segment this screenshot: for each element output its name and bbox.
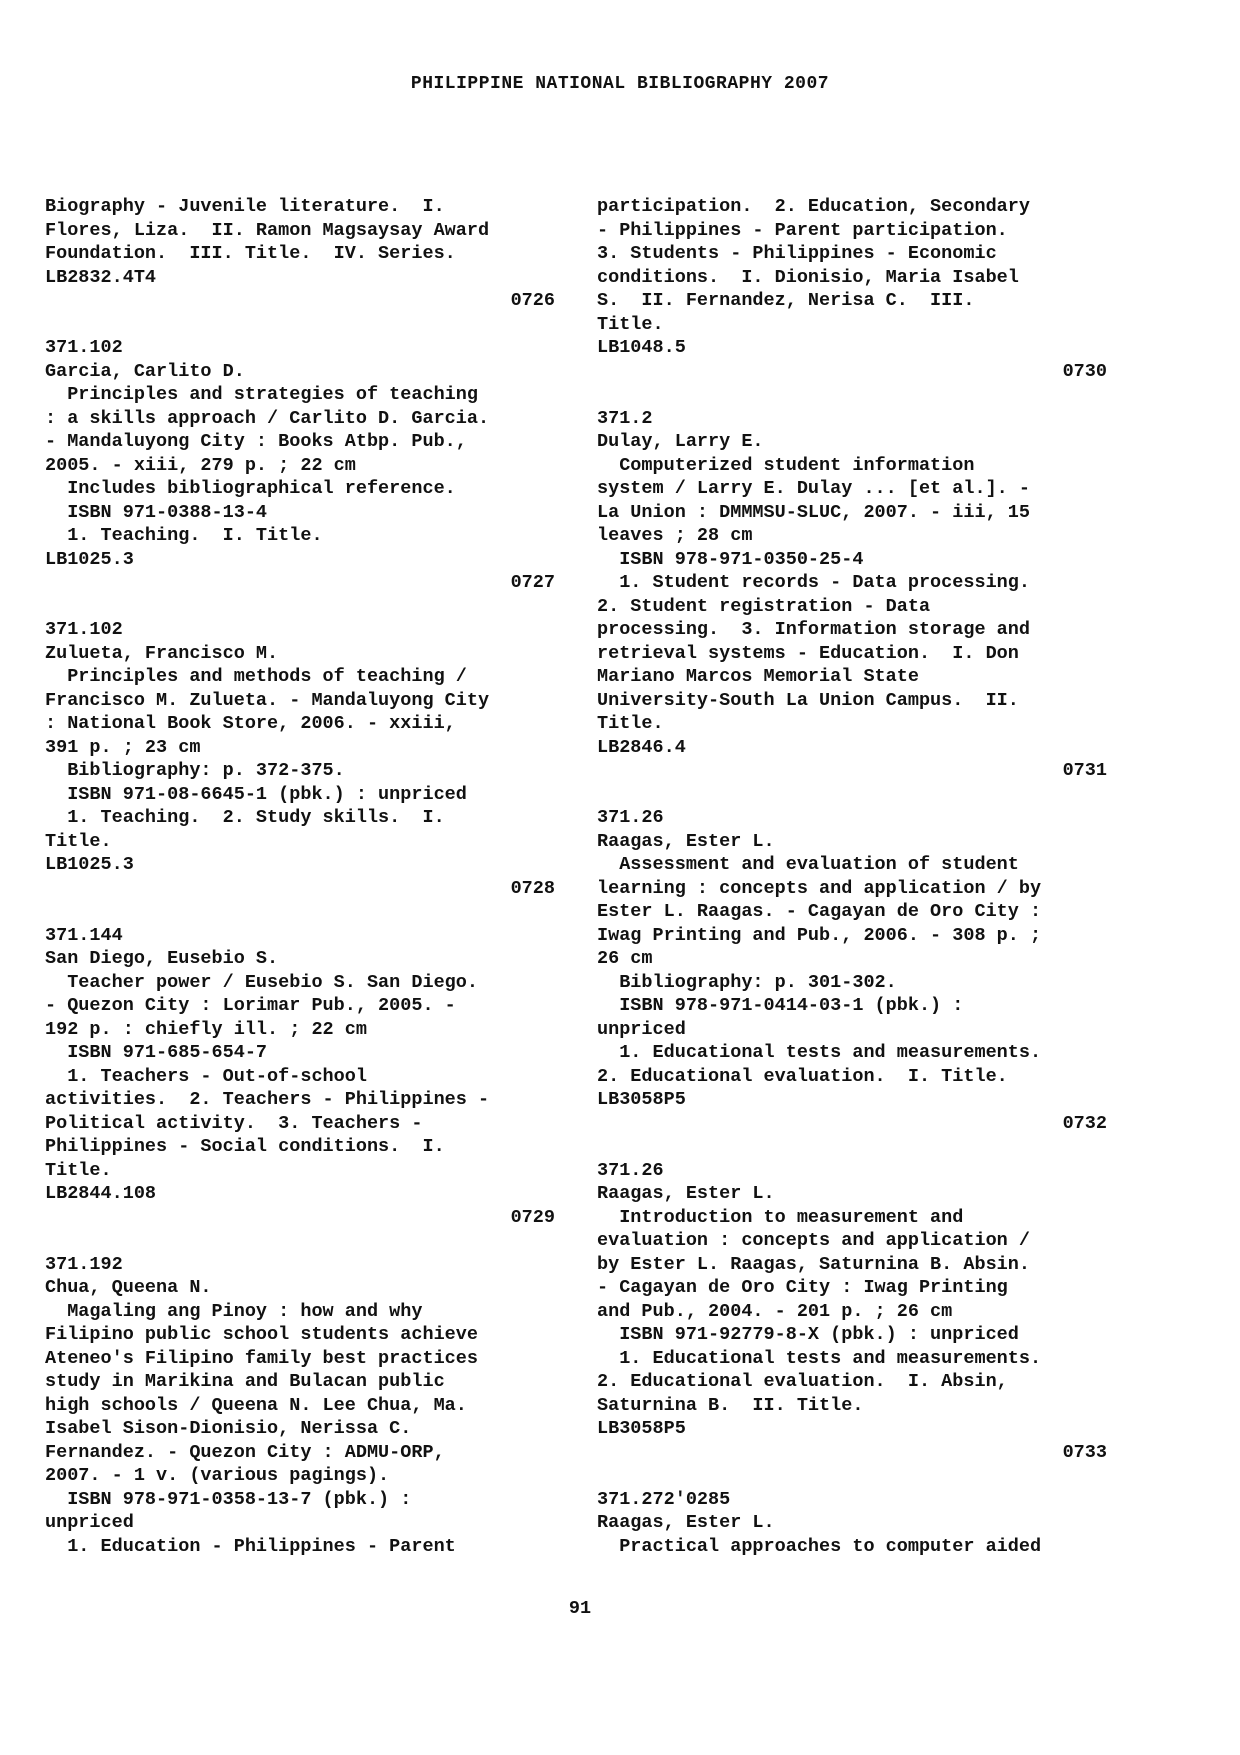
page-header: PHILIPPINE NATIONAL BIBLIOGRAPHY 2007 — [410, 74, 830, 94]
catalog-line: LB1025.3 — [45, 854, 134, 875]
catalog-line: 2005. - xiii, 279 p. ; 22 cm — [45, 454, 356, 476]
entry-number: 0726 — [510, 290, 555, 311]
blank-line — [597, 1135, 1107, 1159]
catalog-line: - Quezon City : Lorimar Pub., 2005. - — [45, 995, 456, 1016]
catalog-line: evaluation : concepts and application / — [597, 1230, 1030, 1251]
catalog-line: ISBN 971-92779-8-X (pbk.) : unpriced — [597, 1324, 1019, 1345]
catalog-line: 371.26 — [597, 807, 664, 828]
catalog-line: 371.192 — [45, 1253, 123, 1275]
catalog-line: Isabel Sison-Dionisio, Nerissa C. — [45, 1418, 412, 1439]
blank-line — [597, 1464, 1107, 1488]
catalog-line: participation. 2. Education, Secondary — [597, 196, 1030, 217]
catalog-line: Zulueta, Francisco M. — [45, 642, 279, 664]
catalog-line: 1. Educational tests and measurements. — [597, 1347, 1042, 1369]
catalog-line: retrieval systems - Education. I. Don — [597, 642, 1019, 664]
catalog-line: - Philippines - Parent participation. — [597, 219, 1008, 241]
catalog-line: Philippines - Social conditions. I. — [45, 1136, 445, 1157]
entry-number: 0732 — [1062, 1112, 1107, 1134]
catalog-line: 192 p. : chiefly ill. ; 22 cm — [45, 1018, 367, 1040]
catalog-line: LB3058P5 — [597, 1418, 686, 1439]
catalog-line: Title. — [45, 1159, 112, 1181]
catalog-line: Fernandez. - Quezon City : ADMU-ORP, — [45, 1441, 445, 1463]
catalog-line: ISBN 971-0388-13-4 — [45, 501, 268, 523]
entry-number: 0727 — [510, 572, 555, 593]
catalog-line: University-South La Union Campus. II. — [597, 689, 1019, 711]
catalog-line: 1. Educational tests and measurements. — [597, 1042, 1042, 1063]
entry-number: 0730 — [1062, 360, 1107, 382]
entry-number: 0728 — [510, 877, 555, 899]
catalog-line: Francisco M. Zulueta. - Mandaluyong City — [45, 689, 490, 711]
blank-line — [45, 900, 555, 924]
catalog-line: 371.144 — [45, 924, 123, 946]
catalog-line: Introduction to measurement and — [597, 1206, 964, 1228]
catalog-line: ISBN 971-685-654-7 — [45, 1042, 268, 1063]
catalog-line: 371.102 — [45, 337, 123, 358]
page-number: 91 — [568, 1598, 592, 1619]
right-column — [597, 195, 1107, 1558]
catalog-line: Biography - Juvenile literature. I. — [45, 196, 445, 217]
catalog-line: - Mandaluyong City : Books Atbp. Pub., — [45, 431, 467, 452]
catalog-line: - Cagayan de Oro City : Iwag Printing — [597, 1277, 1008, 1298]
catalog-line: 3. Students - Philippines - Economic — [597, 243, 997, 264]
catalog-line: unpriced — [597, 1018, 686, 1040]
blank-line — [45, 1229, 555, 1253]
entry-number: 0729 — [510, 1206, 555, 1228]
catalog-line: 26 cm — [597, 948, 653, 969]
catalog-line: ISBN 978-971-0414-03-1 (pbk.) : — [597, 995, 964, 1016]
catalog-line: Magaling ang Pinoy : how and why — [45, 1300, 423, 1322]
catalog-line: LB1048.5 — [597, 337, 686, 358]
catalog-line: Computerized student information — [597, 454, 975, 476]
catalog-line: Mariano Marcos Memorial State — [597, 666, 919, 687]
catalog-line: Political activity. 3. Teachers - — [45, 1112, 423, 1134]
catalog-line: 371.2 — [597, 407, 653, 429]
catalog-line: Garcia, Carlito D. — [45, 360, 245, 382]
catalog-line: 2. Student registration - Data — [597, 595, 931, 617]
catalog-line: Principles and methods of teaching / — [45, 666, 467, 687]
catalog-line: 2. Educational evaluation. I. Absin, — [597, 1371, 1008, 1392]
catalog-line: 1. Student records - Data processing. — [597, 572, 1030, 593]
catalog-line: ISBN 971-08-6645-1 (pbk.) : unpriced — [45, 783, 467, 805]
catalog-line: Dulay, Larry E. — [597, 431, 764, 452]
blank-line — [597, 383, 1107, 407]
catalog-line: processing. 3. Information storage and — [597, 619, 1030, 640]
blank-line — [45, 313, 555, 337]
catalog-line: Bibliography: p. 372-375. — [45, 760, 345, 781]
catalog-line: by Ester L. Raagas, Saturnina B. Absin. — [597, 1253, 1030, 1275]
catalog-line: 391 p. ; 23 cm — [45, 736, 201, 758]
catalog-line: Practical approaches to computer aided — [597, 1535, 1042, 1557]
catalog-line: ISBN 978-971-0350-25-4 — [597, 548, 864, 570]
catalog-line: Saturnina B. II. Title. — [597, 1394, 864, 1416]
catalog-line: Filipino public school students achieve — [45, 1324, 478, 1345]
left-column — [45, 195, 555, 1558]
catalog-line: Includes bibliographical reference. — [45, 478, 456, 499]
catalog-line: Principles and strategies of teaching — [45, 384, 478, 405]
catalog-line: LB2846.4 — [597, 736, 686, 758]
catalog-line: study in Marikina and Bulacan public — [45, 1371, 445, 1392]
catalog-line: high schools / Queena N. Lee Chua, Ma. — [45, 1394, 467, 1416]
catalog-line: ISBN 978-971-0358-13-7 (pbk.) : — [45, 1488, 412, 1510]
catalog-line: Raagas, Ester L. — [597, 1512, 775, 1533]
catalog-line: Teacher power / Eusebio S. San Diego. — [45, 971, 478, 993]
blank-line — [597, 783, 1107, 807]
catalog-line: Ateneo's Filipino family best practices — [45, 1347, 478, 1369]
catalog-line: Foundation. III. Title. IV. Series. — [45, 243, 456, 264]
catalog-line: activities. 2. Teachers - Philippines - — [45, 1089, 490, 1110]
entry-number: 0731 — [1062, 760, 1107, 781]
catalog-line: 371.26 — [597, 1159, 664, 1181]
catalog-line: Ester L. Raagas. - Cagayan de Oro City : — [597, 901, 1042, 922]
blank-line — [45, 595, 555, 619]
catalog-line: learning : concepts and application / by — [597, 877, 1042, 899]
catalog-line: San Diego, Eusebio S. — [45, 948, 279, 969]
catalog-line: and Pub., 2004. - 201 p. ; 26 cm — [597, 1300, 953, 1322]
catalog-line: Title. — [597, 713, 664, 734]
catalog-line: : National Book Store, 2006. - xxiii, — [45, 713, 456, 734]
catalog-line: 1. Teaching. I. Title. — [45, 525, 323, 546]
catalog-line: 2007. - 1 v. (various pagings). — [45, 1465, 390, 1486]
catalog-line: LB1025.3 — [45, 548, 134, 570]
catalog-line: Bibliography: p. 301-302. — [597, 971, 897, 993]
catalog-line: Title. — [45, 830, 112, 852]
catalog-line: unpriced — [45, 1512, 134, 1533]
catalog-line: Flores, Liza. II. Ramon Magsaysay Award — [45, 219, 490, 241]
catalog-line: Title. — [597, 313, 664, 335]
catalog-line: 1. Education - Philippines - Parent — [45, 1535, 456, 1557]
catalog-line: conditions. I. Dionisio, Maria Isabel — [597, 266, 1019, 288]
catalog-line: LB3058P5 — [597, 1089, 686, 1110]
catalog-line: S. II. Fernandez, Nerisa C. III. — [597, 290, 975, 311]
catalog-line: LB2832.4T4 — [45, 266, 157, 288]
catalog-line: 1. Teachers - Out-of-school — [45, 1065, 367, 1087]
catalog-line: LB2844.108 — [45, 1183, 157, 1204]
catalog-line: Raagas, Ester L. — [597, 830, 775, 852]
catalog-line: La Union : DMMMSU-SLUC, 2007. - iii, 15 — [597, 501, 1030, 523]
entry-number: 0733 — [1062, 1441, 1107, 1463]
catalog-line: system / Larry E. Dulay ... [et al.]. - — [597, 478, 1030, 499]
catalog-line: : a skills approach / Carlito D. Garcia. — [45, 407, 490, 429]
catalog-line: 371.272'0285 — [597, 1488, 731, 1510]
catalog-line: 371.102 — [45, 619, 123, 640]
catalog-line: Raagas, Ester L. — [597, 1183, 775, 1204]
catalog-line: Assessment and evaluation of student — [597, 854, 1019, 875]
catalog-line: Chua, Queena N. — [45, 1277, 212, 1298]
catalog-line: 2. Educational evaluation. I. Title. — [597, 1065, 1008, 1087]
catalog-line: leaves ; 28 cm — [597, 525, 753, 546]
catalog-line: Iwag Printing and Pub., 2006. - 308 p. ; — [597, 924, 1042, 946]
catalog-line: 1. Teaching. 2. Study skills. I. — [45, 807, 445, 828]
